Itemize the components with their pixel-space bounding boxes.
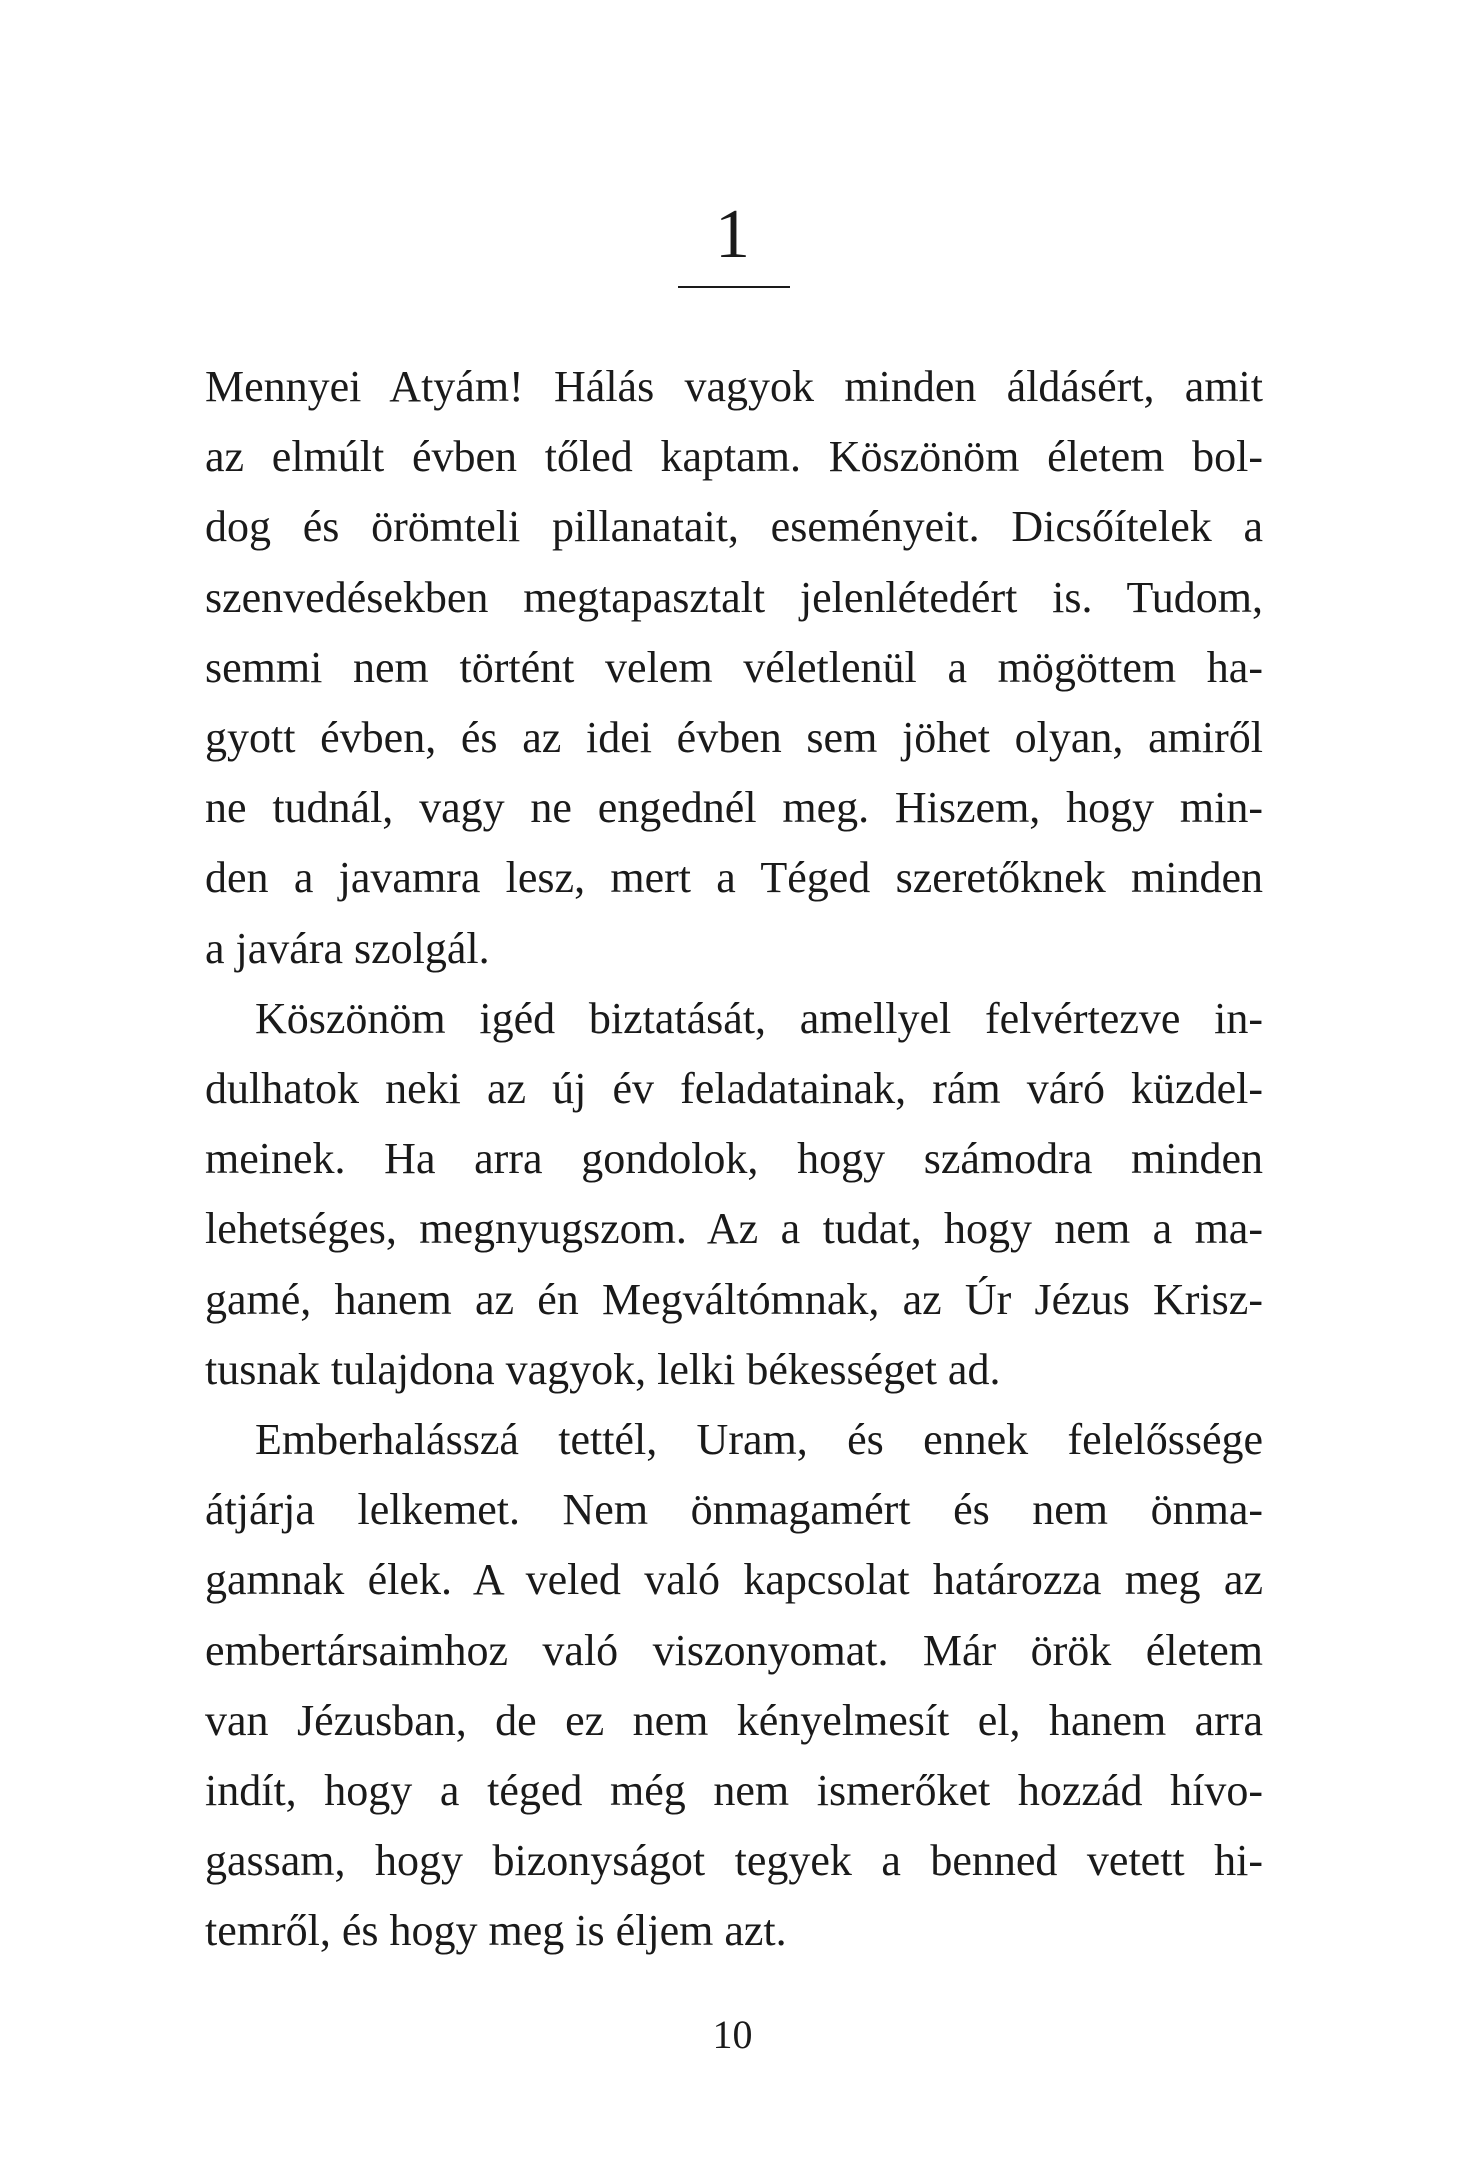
text-line: dog és örömteli pillanatait, eseményeit. Dicsőítelek a	[205, 502, 1263, 552]
text-line: szenvedésekben megtapasztalt jelenlétedért is. Tudom,	[205, 572, 1263, 622]
text-line: gamé, hanem az én Megváltómnak, az Úr Jézus Krisz-	[205, 1274, 1263, 1324]
text-line: gyott évben, és az idei évben sem jöhet olyan, amiről	[205, 713, 1263, 763]
text-line: Emberhalásszá tettél, Uram, és ennek felelőssége	[255, 1415, 1263, 1465]
text-line: van Jézusban, de ez nem kényelmesít el, hanem arra	[205, 1695, 1263, 1745]
chapter-divider	[678, 286, 790, 288]
text-line: embertársaimhoz való viszonyomat. Már örök életem	[205, 1625, 1263, 1675]
text-line: Mennyei Atyám! Hálás vagyok minden áldásért, amit	[205, 362, 1263, 411]
text-line: az elmúlt évben tőled kaptam. Köszönöm életem bol-	[205, 432, 1263, 482]
text-line: a javára szolgál.	[205, 923, 490, 973]
text-line: átjárja lelkemet. Nem önmagamért és nem önma-	[205, 1485, 1263, 1535]
text-line: temről, és hogy meg is éljem azt.	[205, 1906, 787, 1956]
text-line: lehetséges, megnyugszom. Az a tudat, hogy nem a ma-	[205, 1204, 1263, 1254]
paragraph-1	[205, 352, 1263, 984]
paragraph-2	[205, 984, 1263, 1405]
text-line: dulhatok neki az új év feladatainak, rám váró küzdel-	[205, 1064, 1263, 1114]
text-line: gassam, hogy bizonyságot tegyek a benned vetett hi-	[205, 1836, 1263, 1886]
text-line: meinek. Ha arra gondolok, hogy számodra minden	[205, 1134, 1263, 1184]
text-line: ne tudnál, vagy ne engednél meg. Hiszem, hogy min-	[205, 783, 1263, 833]
chapter-number: 1	[715, 196, 750, 273]
text-line: den a javamra lesz, mert a Téged szeretőknek minden	[205, 853, 1263, 903]
text-line: semmi nem történt velem véletlenül a mögöttem ha-	[205, 642, 1263, 692]
text-line: tusnak tulajdona vagyok, lelki békességet ad.	[205, 1344, 1001, 1394]
page-number: 10	[712, 2012, 753, 2057]
text-line: indít, hogy a téged még nem ismerőket hozzád hívo-	[205, 1766, 1263, 1816]
text-line: gamnak élek. A veled való kapcsolat határozza meg az	[205, 1555, 1263, 1605]
text-line: Köszönöm igéd biztatását, amellyel felvértezve in-	[255, 993, 1263, 1043]
paragraph-3	[205, 1405, 1263, 1967]
body-text	[205, 352, 1263, 1967]
